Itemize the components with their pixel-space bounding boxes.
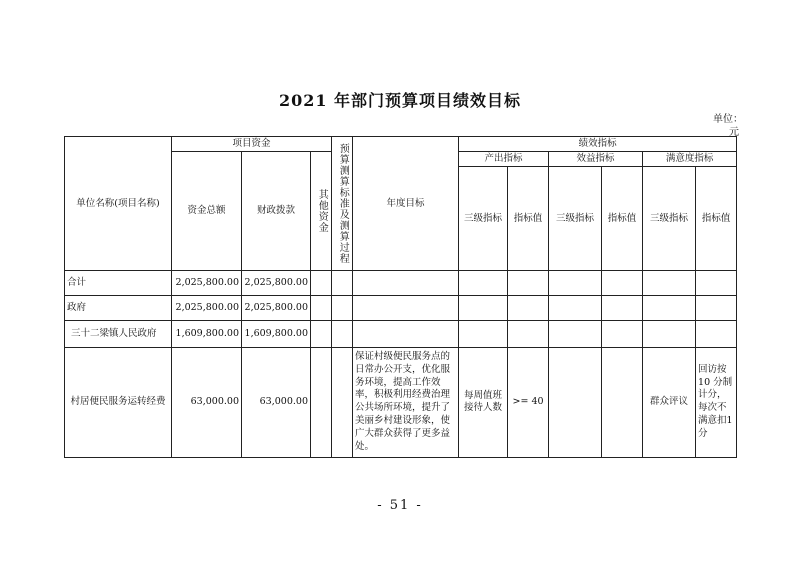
project-goal: 保证村级便民服务点的日常办公开支，优化服务环境，提高工作效率，积极利用经费治理公共场所环境，提升了美丽乡村建设形象，使广大群众获得了更多益处。 (353, 348, 459, 458)
header-output-value: 指标值 (508, 167, 549, 271)
page-title: 2021 年部门预算项目绩效目标 (278, 91, 522, 110)
header-performance-indicators: 绩效指标 (459, 137, 737, 152)
row-fiscal: 1,609,800.00 (242, 321, 311, 348)
row-name: 三十二梁镇人民政府 (65, 321, 172, 348)
header-annual-goal: 年度目标 (353, 137, 459, 271)
header-satisfaction-indicators: 满意度指标 (643, 152, 737, 167)
header-benefit-indicators: 效益指标 (549, 152, 643, 167)
project-output-value: >= 40 (508, 348, 549, 458)
header-output-level3: 三级指标 (459, 167, 508, 271)
header-satisfaction-value: 指标值 (696, 167, 737, 271)
header-project-funds: 项目资金 (172, 137, 332, 152)
row-name: 合计 (65, 271, 172, 296)
row-name: 政府 (65, 296, 172, 321)
unit-label: 单位： (713, 114, 743, 125)
header-unit-name: 单位名称(项目名称) (65, 137, 172, 271)
page-number: - 51 - (377, 498, 423, 513)
header-benefit-level3: 三级指标 (549, 167, 602, 271)
project-name: 村居便民服务运转经费 (65, 348, 172, 458)
row-total: 2,025,800.00 (172, 296, 242, 321)
project-row (65, 348, 737, 458)
header-other-funds: 其他资金 (311, 152, 332, 271)
table-row (65, 296, 737, 321)
header-total-funds: 资金总额 (172, 152, 242, 271)
header-satisfaction-level3: 三级指标 (643, 167, 696, 271)
unit-value: 元 (729, 127, 739, 138)
project-satisfaction-level3: 群众评议 (643, 348, 696, 458)
row-fiscal: 2,025,800.00 (242, 271, 311, 296)
performance-table (64, 136, 737, 458)
header-fiscal-allocation: 财政拨款 (242, 152, 311, 271)
header-benefit-value: 指标值 (602, 167, 643, 271)
project-satisfaction-value: 回访按10 分制计分，每次不满意扣1 分 (696, 348, 737, 458)
table-row (65, 271, 737, 296)
project-total: 63,000.00 (172, 348, 242, 458)
project-output-level3: 每周值班接待人数 (459, 348, 508, 458)
row-total: 1,609,800.00 (172, 321, 242, 348)
table-row (65, 321, 737, 348)
header-budget-standard: 预算测算标准及测算过程 (332, 137, 353, 271)
project-fiscal: 63,000.00 (242, 348, 311, 458)
row-total: 2,025,800.00 (172, 271, 242, 296)
row-fiscal: 2,025,800.00 (242, 296, 311, 321)
header-output-indicators: 产出指标 (459, 152, 549, 167)
